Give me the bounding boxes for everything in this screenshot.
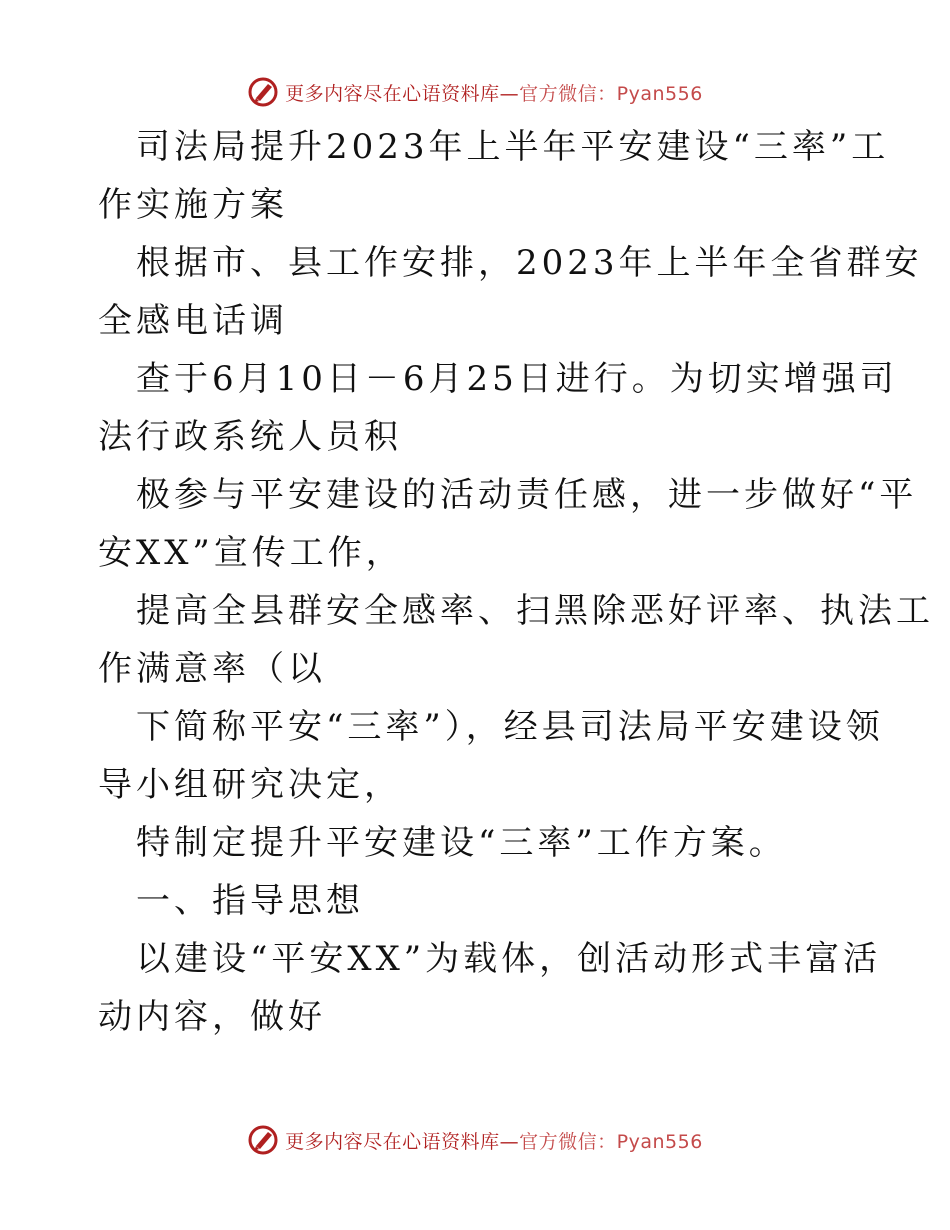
section-heading: 一、指导思想 bbox=[136, 881, 364, 921]
paragraph-line: 查于6月10日－6月25日进行。为切实增强司 bbox=[136, 359, 898, 399]
paragraph-line: 作满意率（以 bbox=[98, 649, 326, 689]
watermark-text bbox=[285, 1127, 703, 1154]
pen-logo-icon bbox=[247, 76, 279, 108]
title-line-2: 作实施方案 bbox=[98, 185, 288, 225]
watermark-text bbox=[285, 79, 703, 106]
paragraph-line: 下简称平安“三率”），经县司法局平安建设领 bbox=[136, 707, 884, 747]
document-body bbox=[98, 118, 934, 1046]
paragraph-line: 特制定提升平安建设“三率”工作方案。 bbox=[136, 823, 787, 863]
paragraph-line: 极参与平安建设的活动责任感，进一步做好“平 bbox=[136, 475, 918, 515]
paragraph-line: 提高全县群安全感率、扫黑除恶好评率、执法工 bbox=[136, 591, 934, 631]
paragraph-line: 全感电话调 bbox=[98, 301, 288, 341]
title-line-1: 司法局提升2023年上半年平安建设“三率”工 bbox=[136, 127, 890, 167]
paragraph-line: 以建设“平安XX”为载体，创活动形式丰富活 bbox=[136, 939, 882, 979]
watermark-site: 更多内容尽在心语资料库 bbox=[285, 1130, 500, 1153]
watermark-site: 更多内容尽在心语资料库 bbox=[285, 82, 500, 105]
paragraph-line: 根据市、县工作安排，2023年上半年全省群安 bbox=[136, 243, 923, 283]
watermark-separator: — bbox=[499, 1130, 520, 1153]
paragraph-line: 安XX”宣传工作， bbox=[98, 533, 404, 573]
header-watermark bbox=[0, 72, 950, 112]
paragraph-line: 法行政系统人员积 bbox=[98, 417, 402, 457]
paragraph-line: 动内容，做好 bbox=[98, 997, 326, 1037]
footer-watermark bbox=[0, 1120, 950, 1160]
pen-logo-icon bbox=[247, 1124, 279, 1156]
watermark-contact: 官方微信：Pyan556 bbox=[519, 1130, 703, 1153]
watermark-contact: 官方微信：Pyan556 bbox=[519, 82, 703, 105]
watermark-separator: — bbox=[499, 82, 520, 105]
paragraph-line: 导小组研究决定， bbox=[98, 765, 402, 805]
